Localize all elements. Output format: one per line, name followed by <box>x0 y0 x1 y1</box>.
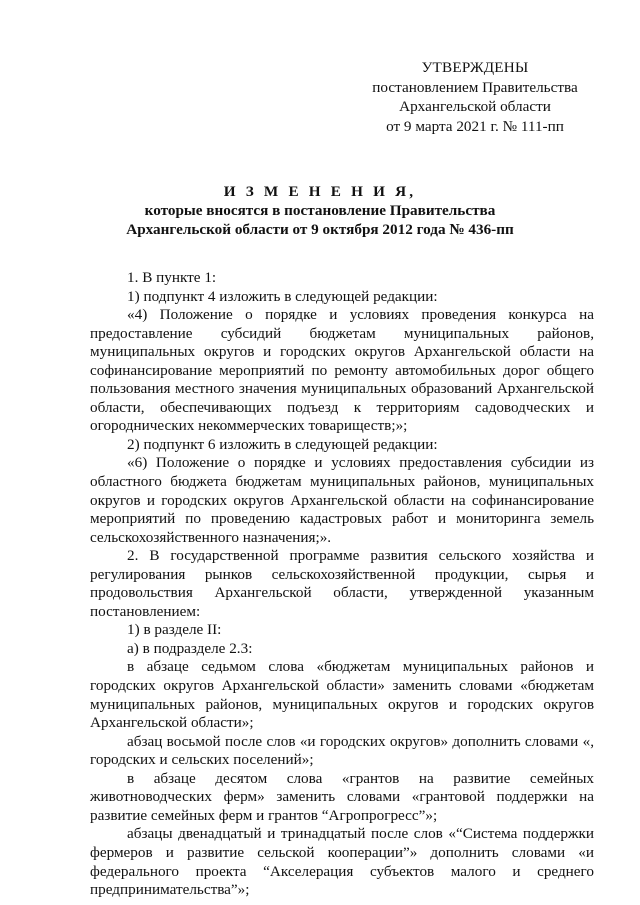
paragraph-subsection-2-3: а) в подразделе 2.3: <box>127 639 253 657</box>
paragraph-item-2: 2. В государственной программе развития сельского хозяйства и регулирования рынков сельскохозяйственной продукции, сырья и продовольствия Архангельской области, утвержденной указанным постановлением: <box>90 547 594 620</box>
approval-block <box>360 58 590 136</box>
paragraph-subitem-2: 2) подпункт 6 изложить в следующей редакции: <box>127 435 438 453</box>
paragraph-quote-4: «4) Положение о порядке и условиях проведения конкурса на предоставление субсидий бюджетам муниципальных районов, муниципальных округов и городских округов Архангельской области на софинансирование мероприятий по ремонту автомобильных дорог общего пользования местного значения муниципальных образований Архангельской области, обеспечивающих подъезд к территориям садоводческих и огороднических некоммерческих товариществ;»; <box>90 306 594 435</box>
document-body <box>90 269 594 900</box>
heading-subtitle-2: Архангельской области от 9 октября 2012 года № 436-пп <box>126 221 514 238</box>
paragraph-abzac-10: в абзаце десятом слова «грантов на развитие семейных животноводческих ферм» заменить словами «грантовой поддержки на развитие семейных ферм и грантов “Агропрогресс”»; <box>90 769 594 824</box>
approval-date-number: от 9 марта 2021 г. № 111-пп <box>386 117 564 135</box>
approval-authority: постановлением Правительства <box>372 78 578 96</box>
paragraph-subitem-1: 1) подпункт 4 изложить в следующей редакции: <box>127 287 438 305</box>
paragraph-abzac-12-13: абзацы двенадцатый и тринадцатый после слов «“Система поддержки фермеров и развитие сельской кооперации”» дополнить словами «и федерального проекта “Акселерация субъектов малого и среднего предпринимательства”»; <box>90 825 594 899</box>
document-heading <box>80 182 560 239</box>
paragraph-quote-6: «6) Положение о порядке и условиях предоставления субсидии из областного бюджета бюджетам муниципальных районов, муниципальных округов и городских округов Архангельской области на софинансирование мероприятий по проведению кадастровых работ и мониторинга земель сельскохозяйственного назначения;». <box>90 454 594 546</box>
heading-title: И З М Е Н Е Н И Я, <box>223 183 417 200</box>
paragraph-abzac-7: в абзаце седьмом слова «бюджетам муниципальных районов и городских округов Архангельской области» заменить словами «бюджетам муниципальных районов, муниципальных округов и городских округов Архангельской области»; <box>90 658 594 732</box>
heading-subtitle: которые вносятся в постановление Правительства <box>144 202 496 219</box>
approval-region: Архангельской области <box>399 98 551 115</box>
paragraph-abzac-8: абзац восьмой после слов «и городских округов» дополнить словами «, городских и сельских поселений»; <box>90 732 594 769</box>
approval-title: УТВЕРЖДЕНЫ <box>421 59 529 76</box>
paragraph-item-1: 1. В пункте 1: <box>127 269 217 286</box>
paragraph-section-2: 1) в разделе II: <box>127 621 222 639</box>
